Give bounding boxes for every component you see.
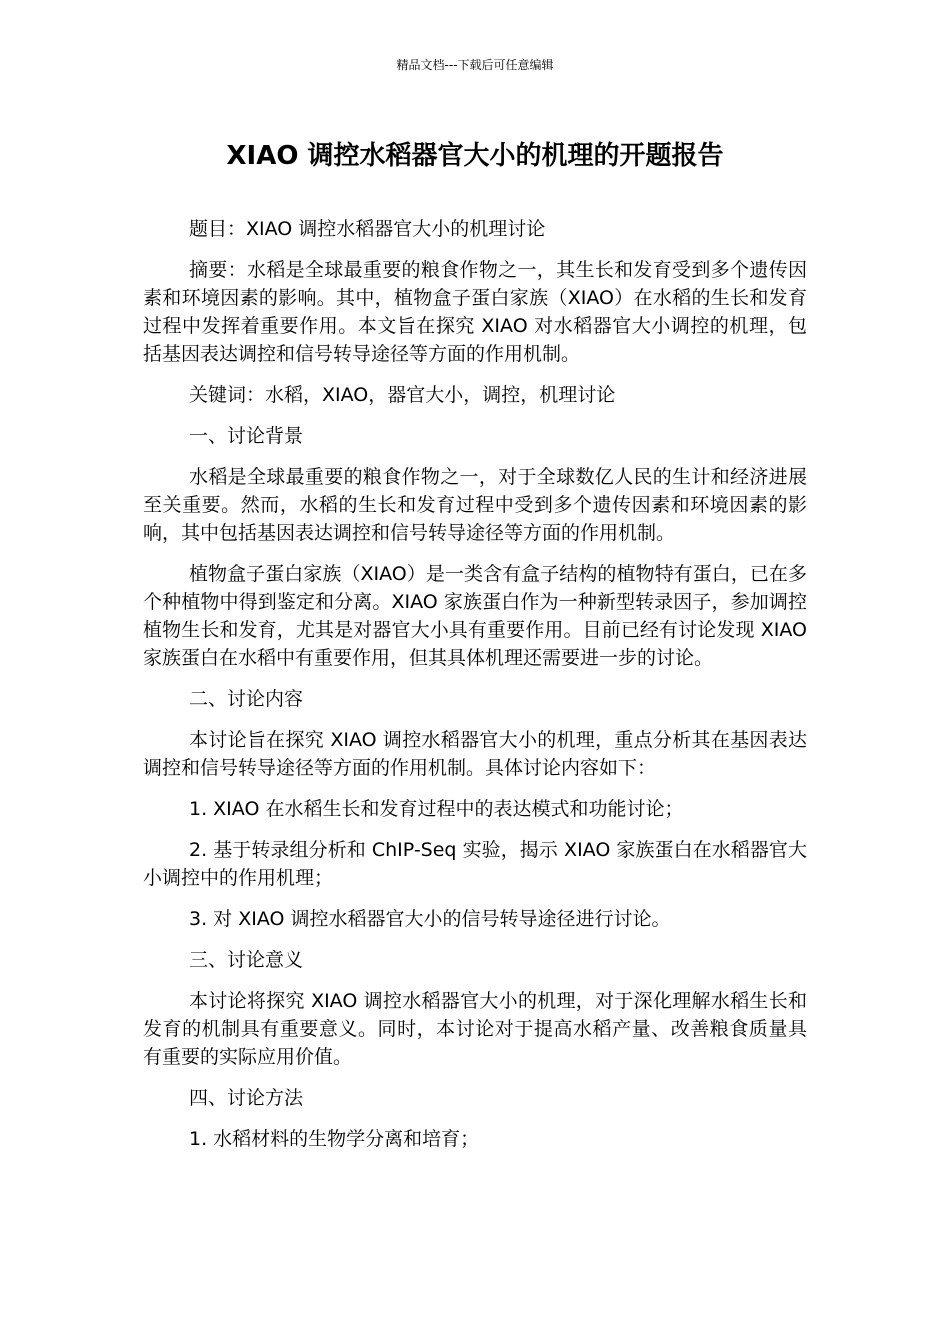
list-item-content-2: 2. 基于转录组分析和 ChIP-Seq 实验，揭示 XIAO 家族蛋白在水稻器官大小调控中的作用机理； (143, 839, 807, 889)
paragraph-keywords: 关键词：水稻，XIAO，器官大小，调控，机理讨论 (189, 384, 616, 406)
paragraph-significance: 本讨论将探究 XIAO 调控水稻器官大小的机理，对于深化理解水稻生长和发育的机制具有重要意义。同时，本讨论对于提高水稻产量、改善粮食质量具有重要的实际应用价值。 (143, 990, 807, 1068)
document-body (143, 215, 807, 1166)
section-heading-background: 一、讨论背景 (189, 425, 304, 447)
paragraph-background-2: 植物盒子蛋白家族（XIAO）是一类含有盒子结构的植物特有蛋白，已在多个种植物中得到鉴定和分离。XIAO 家族蛋白作为一种新型转录因子，参加调控植物生长和发育，尤其是对器官大小具有重要作用。目前已经有讨论发现 XIAO 家族蛋白在水稻中有重要作用，但其具体机理还需要进一步的讨论。 (143, 563, 807, 669)
page-header-note: 精品文档---下载后可任意编辑 (396, 58, 554, 72)
paragraph-content-intro: 本讨论旨在探究 XIAO 调控水稻器官大小的机理，重点分析其在基因表达调控和信号转导途径等方面的作用机制。具体讨论内容如下： (143, 729, 807, 779)
section-heading-content: 二、讨论内容 (189, 688, 304, 710)
list-item-content-3: 3. 对 XIAO 调控水稻器官大小的信号转导途径进行讨论。 (189, 908, 671, 930)
paragraph-background-1: 水稻是全球最重要的粮食作物之一，对于全球数亿人民的生计和经济进展至关重要。然而，水稻的生长和发育过程中受到多个遗传因素和环境因素的影响，其中包括基因表达调控和信号转导途径等方面的作用机制。 (143, 466, 807, 544)
paragraph-abstract: 摘要：水稻是全球最重要的粮食作物之一，其生长和发育受到多个遗传因素和环境因素的影响。其中，植物盒子蛋白家族（XIAO）在水稻的生长和发育过程中发挥着重要作用。本文旨在探究 XIAO 对水稻器官大小调控的机理，包括基因表达调控和信号转导途径等方面的作用机制。 (143, 259, 807, 365)
list-item-methods-1: 1. 水稻材料的生物学分离和培育； (189, 1128, 480, 1150)
section-heading-significance: 三、讨论意义 (189, 949, 304, 971)
section-heading-methods: 四、讨论方法 (189, 1087, 304, 1109)
paragraph-topic: 题目：XIAO 调控水稻器官大小的机理讨论 (189, 218, 546, 240)
list-item-content-1: 1. XIAO 在水稻生长和发育过程中的表达模式和功能讨论； (189, 798, 684, 820)
document-title: XIAO 调控水稻器官大小的机理的开题报告 (226, 141, 724, 171)
